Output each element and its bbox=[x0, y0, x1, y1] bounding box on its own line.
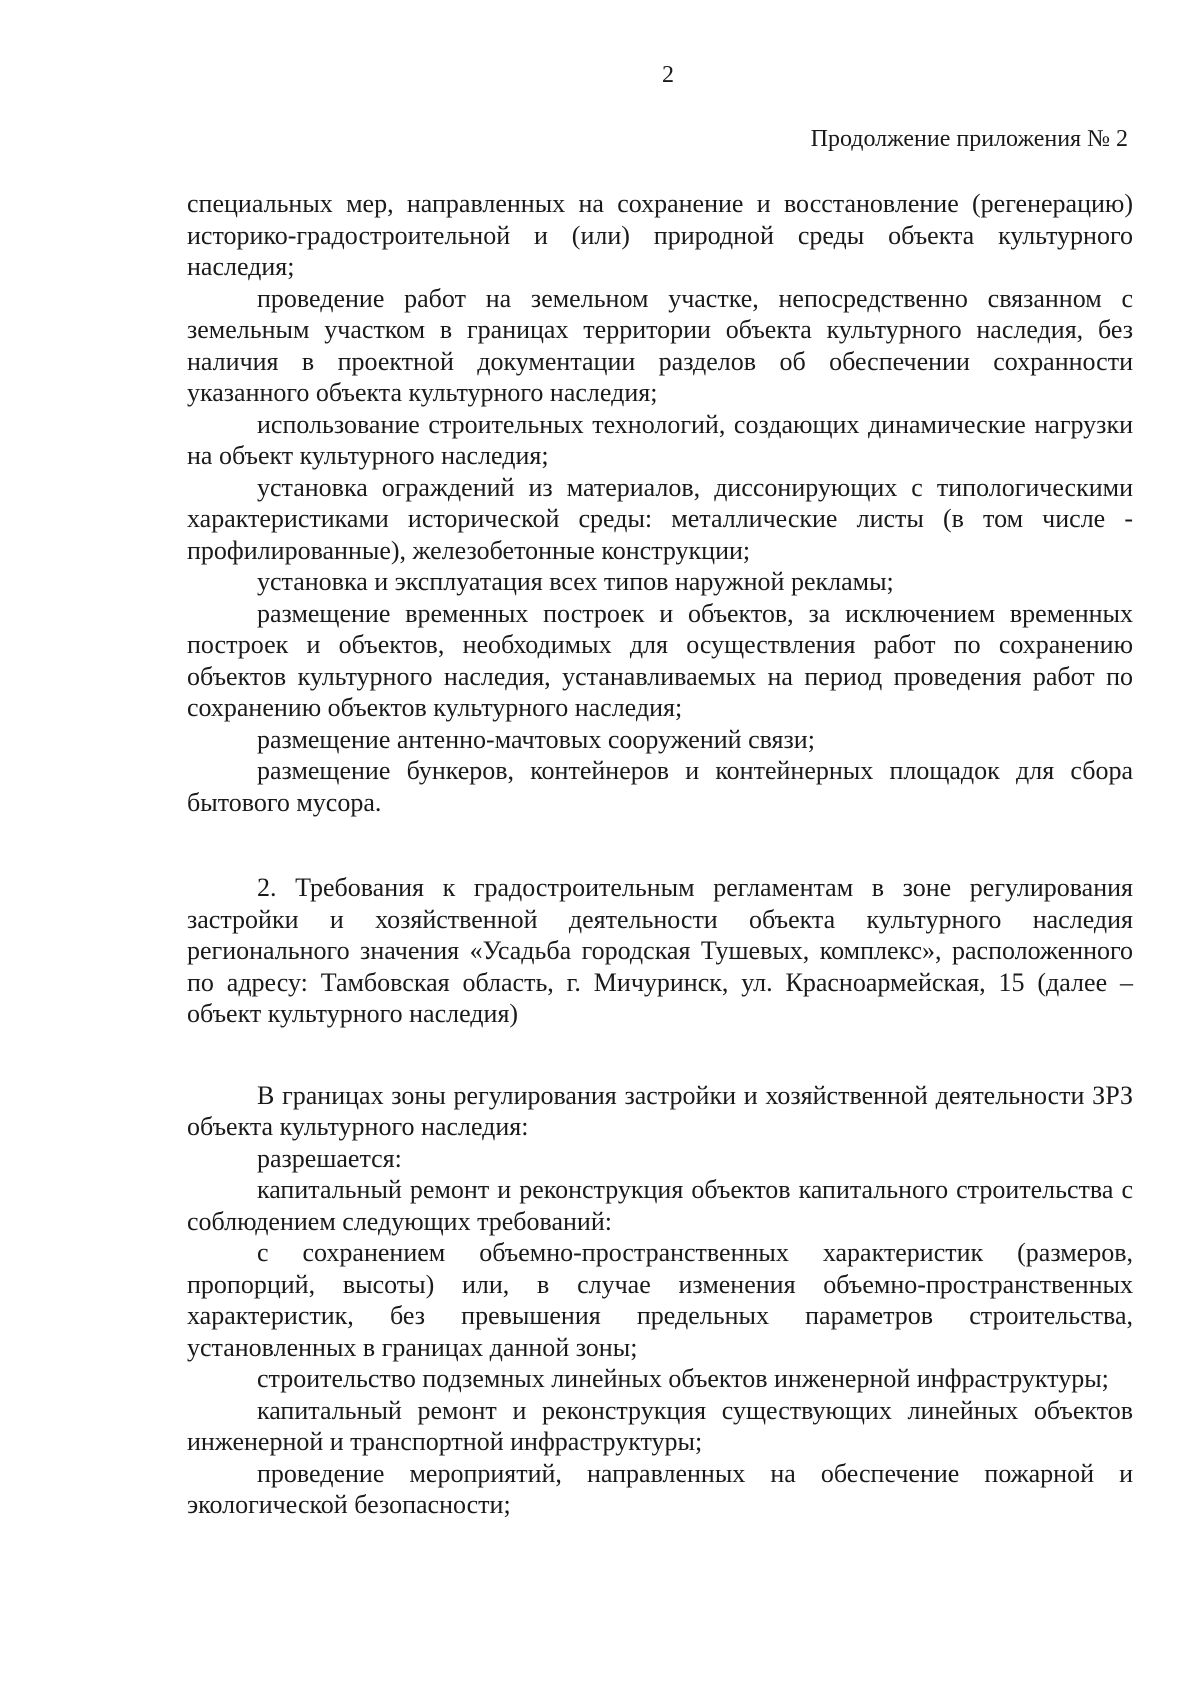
appendix-reference: Продолжение приложения № 2 bbox=[810, 126, 1128, 152]
document-body bbox=[187, 188, 1133, 1521]
section-heading: 2. Требования к градостроительным регламентам в зоне регулирования застройки и хозяйственной деятельности объекта культурного наследия регионального значения «Усадьба городская Тушевых, комплекс», расположенного по адресу: Тамбовская область, г. Мичуринск, ул. Красноармейская, 15 (далее – объект культурного наследия) bbox=[187, 873, 1133, 1028]
paragraph-list-item: размещение временных построек и объектов, за исключением временных построек и объектов, необходимых для осуществления работ по сохранению объектов культурного наследия, устанавливаемых на период проведения работ по сохранению объектов культурного наследия; bbox=[187, 598, 1133, 722]
paragraph-list-item: размещение антенно-мачтовых сооружений связи; bbox=[257, 724, 815, 754]
paragraph-list-item: капитальный ремонт и реконструкция объектов капитального строительства с соблюдением следующих требований: bbox=[187, 1175, 1133, 1236]
paragraph-list-item: строительство подземных линейных объектов инженерной инфраструктуры; bbox=[257, 1364, 1109, 1393]
paragraph-list-item: проведение мероприятий, направленных на обеспечение пожарной и экологической безопасности; bbox=[187, 1458, 1133, 1519]
paragraph-continuation: специальных мер, направленных на сохранение и восстановление (регенерацию) историко-градостроительной и (или) природной среды объекта культурного наследия; bbox=[187, 189, 1133, 281]
paragraph-list-item: с сохранением объемно-пространственных характеристик (размеров, пропорций, высоты) или, в случае изменения объемно-пространственных характеристик, без превышения предельных параметров строительства, установленных в границах данной зоны; bbox=[187, 1238, 1133, 1362]
paragraph-intro: В границах зоны регулирования застройки и хозяйственной деятельности ЗРЗ объекта культурного наследия: bbox=[187, 1080, 1133, 1141]
paragraph-list-item: установка ограждений из материалов, диссонирующих с типологическими характеристиками исторической среды: металлические листы (в том числе - профилированные), железобетонные конструкции; bbox=[187, 472, 1133, 565]
section-spacer bbox=[187, 818, 1133, 872]
paragraph-list-item: капитальный ремонт и реконструкция существующих линейных объектов инженерной и транспортной инфраструктуры; bbox=[187, 1395, 1133, 1456]
paragraph-list-item: использование строительных технологий, создающих динамические нагрузки на объект культурного наследия; bbox=[187, 409, 1133, 470]
paragraph-list-item: размещение бункеров, контейнеров и контейнерных площадок для сбора бытового мусора. bbox=[187, 756, 1133, 817]
paragraph-list-item: разрешается: bbox=[257, 1143, 402, 1173]
paragraph-list-item: установка и эксплуатация всех типов наружной рекламы; bbox=[257, 567, 894, 596]
section-spacer bbox=[187, 1030, 1133, 1080]
page-number: 2 bbox=[662, 62, 674, 88]
paragraph-list-item: проведение работ на земельном участке, непосредственно связанном с земельным участком в границах территории объекта культурного наследия, без наличия в проектной документации разделов об обеспечении сохранности указанного объекта культурного наследия; bbox=[187, 283, 1133, 407]
